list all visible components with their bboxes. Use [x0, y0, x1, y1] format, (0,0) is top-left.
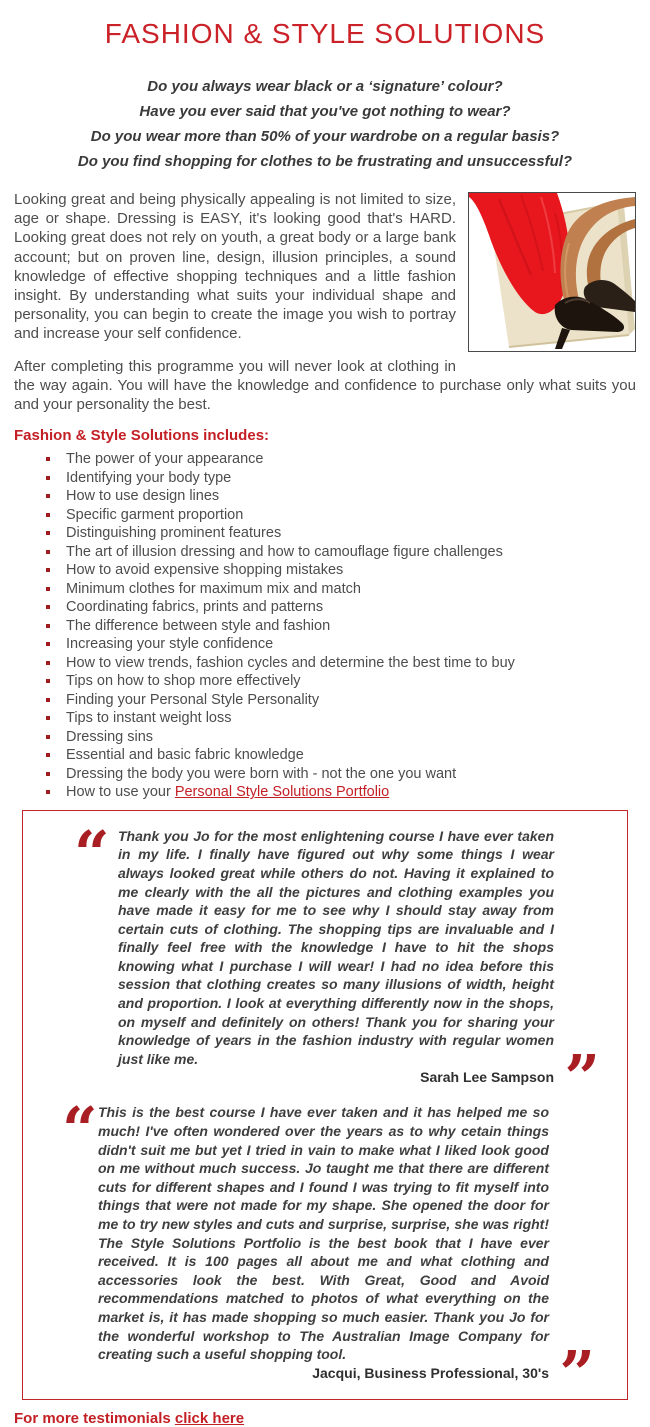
programme-paragraph: After completing this programme you will never look at clothing in the way again. You will have the knowledge and confidence to purchase only what suits you and your personality the best. — [14, 357, 636, 414]
testimonial-text: This is the best course I have ever taken and it has helped me so much! I've often wondered over the years as to why cetain things didn't suit me but yet I tried in vain to make what I liked look good on me without much success. Jo taught me that there are different cuts for different shapes and I found I was trying to fit myself into things that were not made for my shape. She opened the door for me to try new styles and cuts and surprise, surprise, she was right! The Style Solutions Portfolio is the best book that I have ever received. It is 100 pages all about me and what clothing and accessories look the best. With Great, Good and Avoid recommendations matched to photos of what everything on the market is, it has made shopping so much easier. Thank you Jo for the wonderful workshop to The Australian Image Company for creating such a useful shopping tool. — [98, 1104, 549, 1363]
list-item: Coordinating fabrics, prints and patterns — [14, 598, 636, 617]
list-item: The difference between style and fashion — [14, 617, 636, 636]
list-item: Increasing your style confidence — [14, 635, 636, 654]
open-quote-icon — [62, 1099, 102, 1133]
list-item: How to avoid expensive shopping mistakes — [14, 561, 636, 580]
close-quote-icon — [564, 1047, 600, 1109]
intro-paragraph: Looking great and being physically appealing is not limited to size, age or shape. Dressing is EASY, it's looking good that's HARD. Looking great does not rely on youth, a great body or a large bank account; but on proven line, design, illusion principles, a sound knowledge of effective shopping techniques and a little fashion insight. By understanding what suits your individual shape and personality, you can begin to create the image you wish to portray and increase your self confidence. — [14, 191, 456, 343]
question-line: Have you ever said that you've got nothing to wear? — [139, 103, 511, 120]
includes-list — [14, 450, 636, 802]
list-item: The art of illusion dressing and how to camouflage figure challenges — [14, 543, 636, 562]
list-item: How to view trends, fashion cycles and determine the best time to buy — [14, 654, 636, 673]
attribution-row — [98, 1365, 549, 1383]
testimonials-box — [22, 810, 628, 1400]
list-item-portfolio — [14, 783, 636, 802]
list-item: Minimum clothes for maximum mix and match — [14, 580, 636, 599]
click-here-link[interactable]: click here — [174, 1409, 245, 1427]
question-line: Do you find shopping for clothes to be frustrating and unsuccessful? — [77, 153, 573, 170]
page-title: FASHION & STYLE SOLUTIONS — [104, 18, 546, 49]
list-item: Dressing sins — [14, 728, 636, 747]
testimonial-text: Thank you Jo for the most enlightening course I have ever taken in my life. I finally have figured out why some things I wear always looked great while others do not. Having it explained to me clearly with the all the pictures and clothing examples you have made it easy for me to see why I should stay away from certain cuts of clothing. The shopping tips are invaluable and I finally feel free with the knowledge I have to hit the shops knowing what I purchase I will wear! I had no idea before this session that clothing creates so many illusions of width, height and proportion. I look at everything differently now in the shops, on myself and definitely on others! Thank you for sharing your knowledge of years in the fashion industry with regular women just like me. — [118, 827, 554, 1067]
testimonial-jacqui — [98, 1103, 549, 1382]
legs-illustration — [469, 193, 635, 351]
list-item: Dressing the body you were born with - not the one you want — [14, 765, 636, 784]
list-item: Specific garment proportion — [14, 506, 636, 525]
list-item: Tips to instant weight loss — [14, 709, 636, 728]
list-item: The power of your appearance — [14, 450, 636, 469]
testimonial-sarah — [118, 827, 554, 1088]
main-content — [14, 190, 636, 802]
attribution-row — [118, 1069, 554, 1087]
list-item: Identifying your body type — [14, 469, 636, 488]
open-quote-icon — [74, 823, 114, 857]
question-line: Do you always wear black or a ‘signature’ colour? — [147, 78, 503, 95]
list-item: Essential and basic fabric knowledge — [14, 746, 636, 765]
close-quote-icon — [559, 1343, 595, 1405]
footer-prefix: For more testimonials — [14, 1409, 175, 1427]
includes-heading: Fashion & Style Solutions includes: — [14, 427, 270, 445]
list-item-prefix: How to use your — [66, 784, 175, 801]
testimonial-attribution: Sarah Lee Sampson — [420, 1069, 554, 1086]
list-item: Distinguishing prominent features — [14, 524, 636, 543]
more-testimonials-line — [14, 1410, 650, 1427]
portfolio-link[interactable]: Personal Style Solutions Portfolio — [174, 784, 390, 801]
red-dress-legs-photo — [468, 192, 636, 352]
question-line: Do you wear more than 50% of your wardrobe on a regular basis? — [90, 128, 560, 145]
testimonial-attribution: Jacqui, Business Professional, 30's — [312, 1364, 549, 1381]
list-item: How to use design lines — [14, 487, 636, 506]
list-item: Tips on how to shop more effectively — [14, 672, 636, 691]
list-item: Finding your Personal Style Personality — [14, 691, 636, 710]
intro-questions — [0, 74, 650, 174]
